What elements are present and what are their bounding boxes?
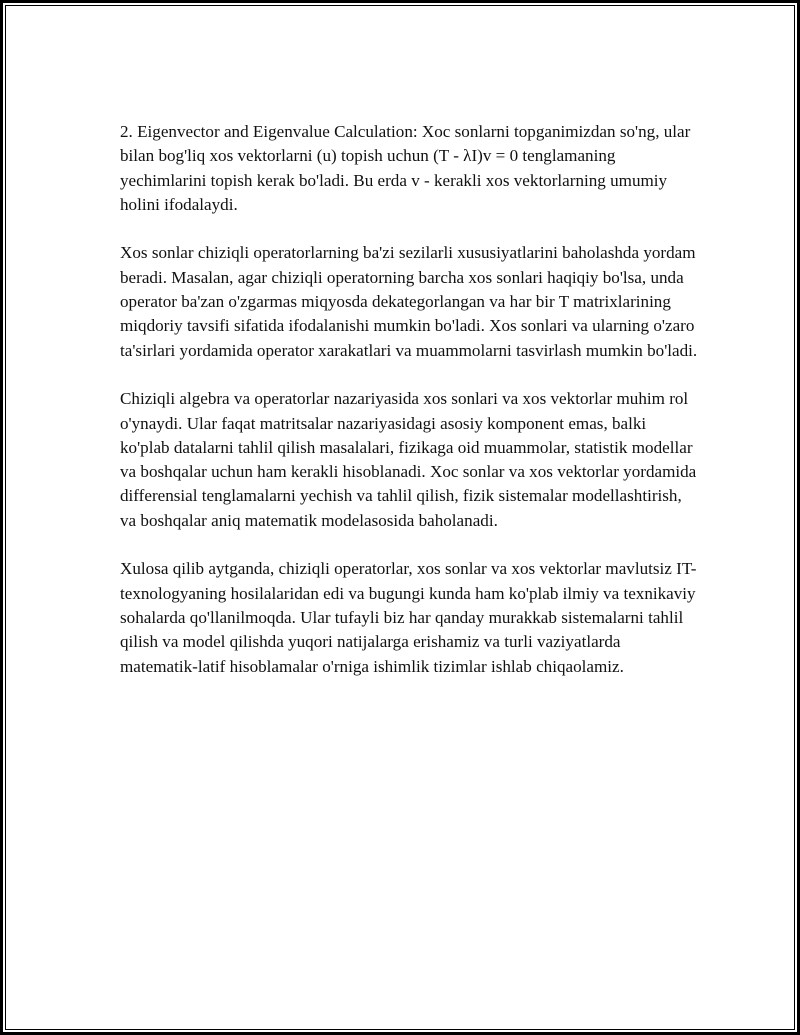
paragraph-linear-algebra-role: Chiziqli algebra va operatorlar nazariyasida xos sonlari va xos vektorlar muhim rol o'ynaydi. Ular faqat matritsalar nazariyasidagi asosiy komponent emas, balki ko'plab datalarni tahlil qilish masalalari, fizikaga oid muammolar, statistik modellar va boshqalar uchun ham kerakli hisoblanadi. Xoc sonlar va xos vektorlar yordamida differensial tenglamalarni yechish va tahlil qilish, fizik sistemalar modellashtirish, va boshqalar aniq matematik modelasosida baholanadi. [120,389,697,530]
paragraph-conclusion: Xulosa qilib aytganda, chiziqli operatorlar, xos sonlar va xos vektorlar mavlutsiz IT-texnologyaning hosilalaridan edi va bugungi kunda ham ko'plab ilmiy va texnikaviy sohalarda qo'llanilmoqda. Ular tufayli biz har qanday murakkab sistemalarni tahlil qilish va model qilishda yuqori natijalarga erishamiz va turli vaziyatlarda matematik-latif hisoblamalar o'rniga ishimlik tizimlar ishlab chiqaolamiz. [120,559,697,676]
paragraph-eigenvalue-properties: Xos sonlar chiziqli operatorlarning ba'zi sezilarli xususiyatlarini baholashda yordam beradi. Masalan, agar chiziqli operatorning barcha xos sonlari haqiqiy bo'lsa, unda operator ba'zan o'zgarmas miqyosda dekategorlangan va har bir T matrixlarining miqdoriy tavsifi sifatida ifodalanishi mumkin bo'ladi. Xos sonlari va ularning o'zaro ta'sirlari yordamida operator xarakatlari va muammolarni tasvirlash mumkin bo'ladi. [120,243,698,360]
paragraph-eigenvector-calculation: 2. Eigenvector and Eigenvalue Calculation: Xoc sonlarni topganimizdan so'ng, ular bilan bog'liq xos vektorlarni (u) topish uchun (T - λI)v = 0 tenglamaning yechimlarini topish kerak bo'ladi. Bu erda v - kerakli xos vektorlarning umumiy holini ifodalaydi. [120,122,691,214]
document-body [120,120,700,703]
